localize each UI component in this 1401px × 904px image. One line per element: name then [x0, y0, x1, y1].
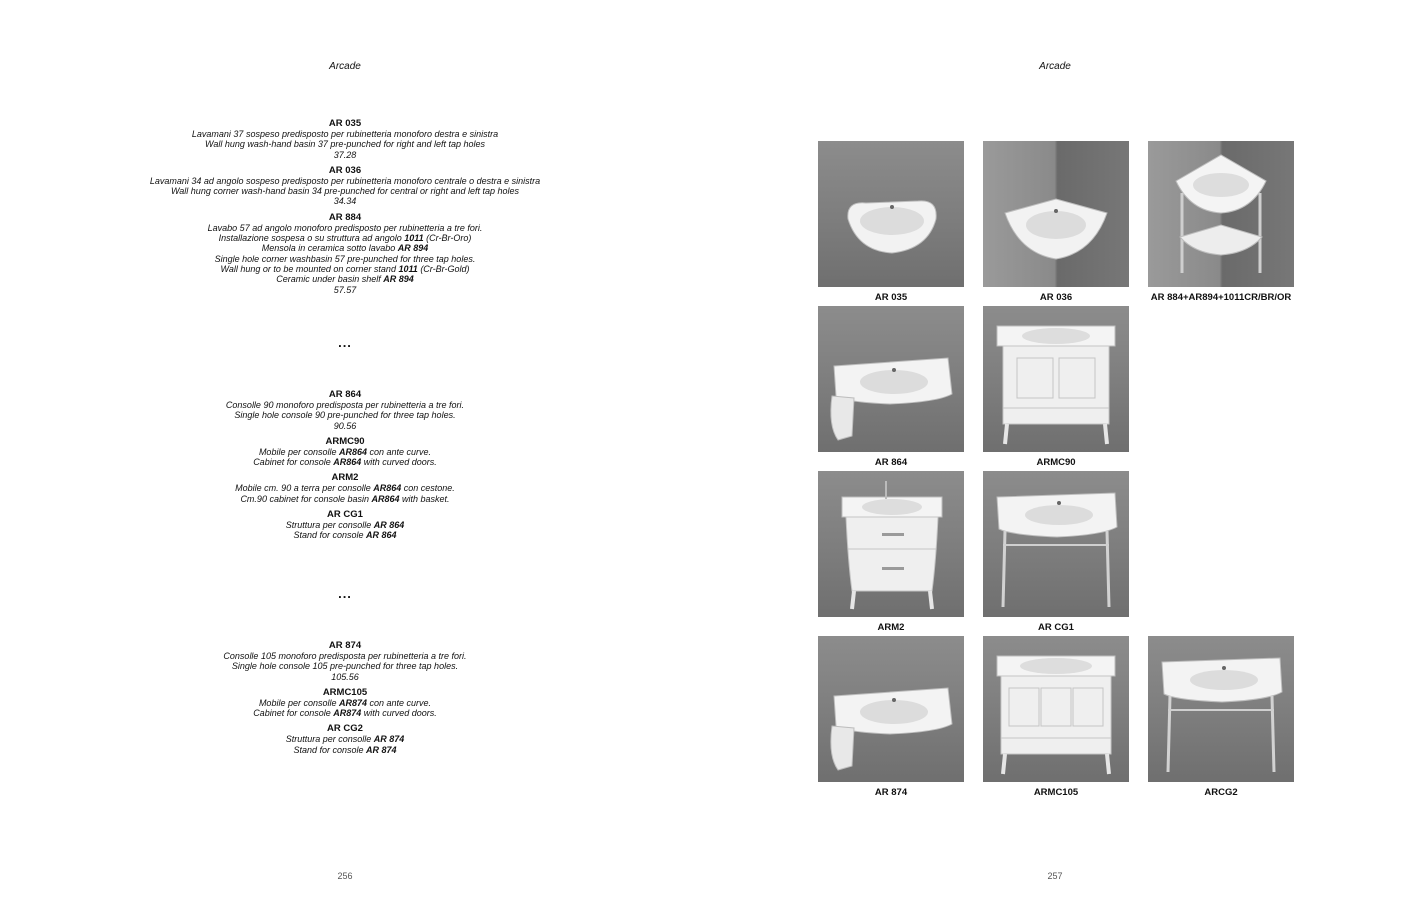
product-illustration — [983, 636, 1129, 782]
product-code-ref: AR864 — [373, 483, 402, 494]
product-entry — [120, 389, 570, 431]
product-tile — [983, 471, 1129, 633]
product-photo — [983, 306, 1129, 452]
page-number: 257 — [1047, 871, 1063, 881]
product-illustration — [818, 306, 964, 452]
product-code: AR 874 — [328, 640, 362, 651]
product-group-wall-basins — [120, 118, 570, 300]
left-page — [0, 0, 700, 904]
product-description: Stand for console AR 874 — [293, 744, 397, 755]
product-price: 34.34 — [333, 196, 357, 207]
product-illustration — [818, 141, 964, 287]
product-code-ref: AR874 — [333, 708, 362, 719]
product-code-ref: 1011 — [404, 233, 424, 244]
product-code-ref: AR 894 — [397, 243, 429, 254]
product-price: 90.56 — [333, 420, 357, 431]
product-description: Wall hung or to be mounted on corner stand 1011 (Cr-Br-Gold) — [220, 263, 470, 274]
product-group-console-105 — [120, 640, 570, 760]
product-code-ref: AR874 — [338, 697, 367, 708]
product-price: 105.56 — [331, 671, 359, 682]
product-photo — [818, 306, 964, 452]
product-description: Cabinet for console AR864 with curved doors. — [253, 457, 437, 468]
product-price: 57.57 — [333, 284, 357, 295]
product-entry — [120, 212, 570, 295]
product-photo — [983, 141, 1129, 287]
product-code: ARMC105 — [322, 686, 368, 698]
product-description: Wall hung wash-hand basin 37 pre-punched for right and left tap holes — [204, 139, 485, 150]
product-group-console-90 — [120, 389, 570, 546]
product-entry — [120, 118, 570, 160]
product-description: Lavamani 37 sospeso predisposto per rubinetteria monoforo destra e sinistra — [191, 129, 499, 139]
product-tile — [818, 306, 964, 468]
product-photo — [1148, 636, 1294, 782]
running-head: Arcade — [329, 61, 361, 72]
product-photo — [983, 471, 1129, 617]
product-caption: ARMC90 — [1036, 457, 1076, 468]
product-caption: AR 884+AR894+1011CR/BR/OR — [1150, 292, 1292, 303]
product-code: ARMC90 — [325, 435, 365, 447]
running-head: Arcade — [1039, 61, 1071, 72]
product-description: Struttura per consolle AR 874 — [285, 734, 405, 745]
product-caption: ARMC105 — [1033, 787, 1079, 798]
product-description: Mobile cm. 90 a terra per consolle AR864 con cestone. — [235, 483, 455, 494]
product-code: AR 864 — [328, 389, 362, 400]
product-photo — [983, 636, 1129, 782]
product-code: ARM2 — [331, 472, 359, 484]
product-description: Consolle 105 monoforo predisposta per rubinetteria a tre fori. — [223, 651, 467, 661]
product-caption: AR 035 — [874, 292, 908, 303]
product-code-ref: AR864 — [338, 446, 367, 457]
product-code: AR CG1 — [327, 509, 363, 521]
product-description: Mobile per consolle AR874 con ante curve. — [258, 697, 432, 708]
product-tile — [818, 636, 964, 798]
product-illustration — [983, 471, 1129, 617]
product-entry — [120, 640, 570, 682]
product-entry — [120, 165, 570, 207]
product-tile — [983, 141, 1129, 303]
product-illustration — [1148, 141, 1294, 287]
product-description: Cm.90 cabinet for console basin AR864 with basket. — [240, 493, 450, 504]
product-tile — [983, 306, 1129, 468]
product-description: Single hole corner washbasin 57 pre-punched for three tap holes. — [214, 253, 476, 264]
product-code-ref: AR864 — [371, 493, 400, 504]
product-code-ref: AR864 — [333, 457, 362, 468]
product-code: AR 035 — [328, 118, 362, 129]
product-description: Mobile per consolle AR864 con ante curve. — [258, 446, 432, 457]
product-illustration — [818, 471, 964, 617]
product-description: Lavabo 57 ad angolo monoforo predisposto per rubinetteria a tre fori. — [207, 222, 483, 233]
product-code-ref: AR 864 — [366, 530, 397, 541]
product-caption: ARCG2 — [1204, 787, 1238, 798]
product-illustration — [1148, 636, 1294, 782]
product-illustration — [983, 306, 1129, 452]
product-description: Ceramic under basin shelf AR 894 — [276, 274, 414, 285]
product-description: Single hole console 105 pre-punched for three tap holes. — [231, 661, 459, 672]
product-entry — [120, 723, 570, 755]
product-photo — [818, 141, 964, 287]
product-code-ref: AR 864 — [373, 520, 405, 531]
product-description: Mensola in ceramica sotto lavabo AR 894 — [261, 243, 429, 254]
product-code-ref: 1011 — [398, 263, 418, 274]
product-description: Consolle 90 monoforo predisposta per rubinetteria a tre fori. — [225, 400, 465, 410]
product-entry — [120, 472, 570, 504]
product-tile — [1148, 141, 1294, 303]
product-entry — [120, 436, 570, 468]
right-page — [700, 0, 1401, 904]
product-code: AR CG2 — [327, 723, 363, 735]
product-code: AR 036 — [328, 164, 362, 176]
product-code-ref: AR 874 — [373, 734, 405, 745]
product-caption: AR 864 — [874, 457, 908, 468]
product-code: AR 884 — [328, 211, 362, 223]
product-entry — [120, 509, 570, 541]
product-description: Cabinet for console AR874 with curved doors. — [253, 708, 437, 719]
product-caption: AR CG1 — [1038, 622, 1074, 633]
product-tile — [1148, 636, 1294, 798]
product-tile — [983, 636, 1129, 798]
product-caption: AR 036 — [1039, 292, 1073, 303]
product-code-ref: AR 874 — [366, 744, 397, 755]
product-photo — [818, 636, 964, 782]
section-separator: ... — [338, 335, 352, 350]
product-entry — [120, 687, 570, 719]
product-description: Stand for console AR 864 — [293, 530, 397, 541]
section-separator: ... — [338, 586, 352, 601]
product-caption: AR 874 — [874, 787, 908, 798]
product-code-ref: AR 894 — [383, 274, 414, 285]
page-number: 256 — [337, 871, 353, 881]
product-description: Struttura per consolle AR 864 — [285, 520, 405, 531]
product-price: 37.28 — [333, 149, 357, 160]
product-caption: ARM2 — [877, 622, 905, 633]
product-tile — [818, 141, 964, 303]
product-illustration — [818, 636, 964, 782]
product-photo — [1148, 141, 1294, 287]
product-description: Lavamani 34 ad angolo sospeso predisposto per rubinetteria monoforo centrale o destra e sinistra — [149, 175, 541, 186]
product-description: Installazione sospesa o su struttura ad angolo 1011 (Cr-Br-Oro) — [218, 233, 472, 244]
product-description: Wall hung corner wash-hand basin 34 pre-punched for central or right and left tap holes — [170, 186, 520, 197]
product-illustration — [983, 141, 1129, 287]
product-description: Single hole console 90 pre-punched for three tap holes. — [234, 410, 456, 421]
product-photo — [818, 471, 964, 617]
product-tile — [818, 471, 964, 633]
